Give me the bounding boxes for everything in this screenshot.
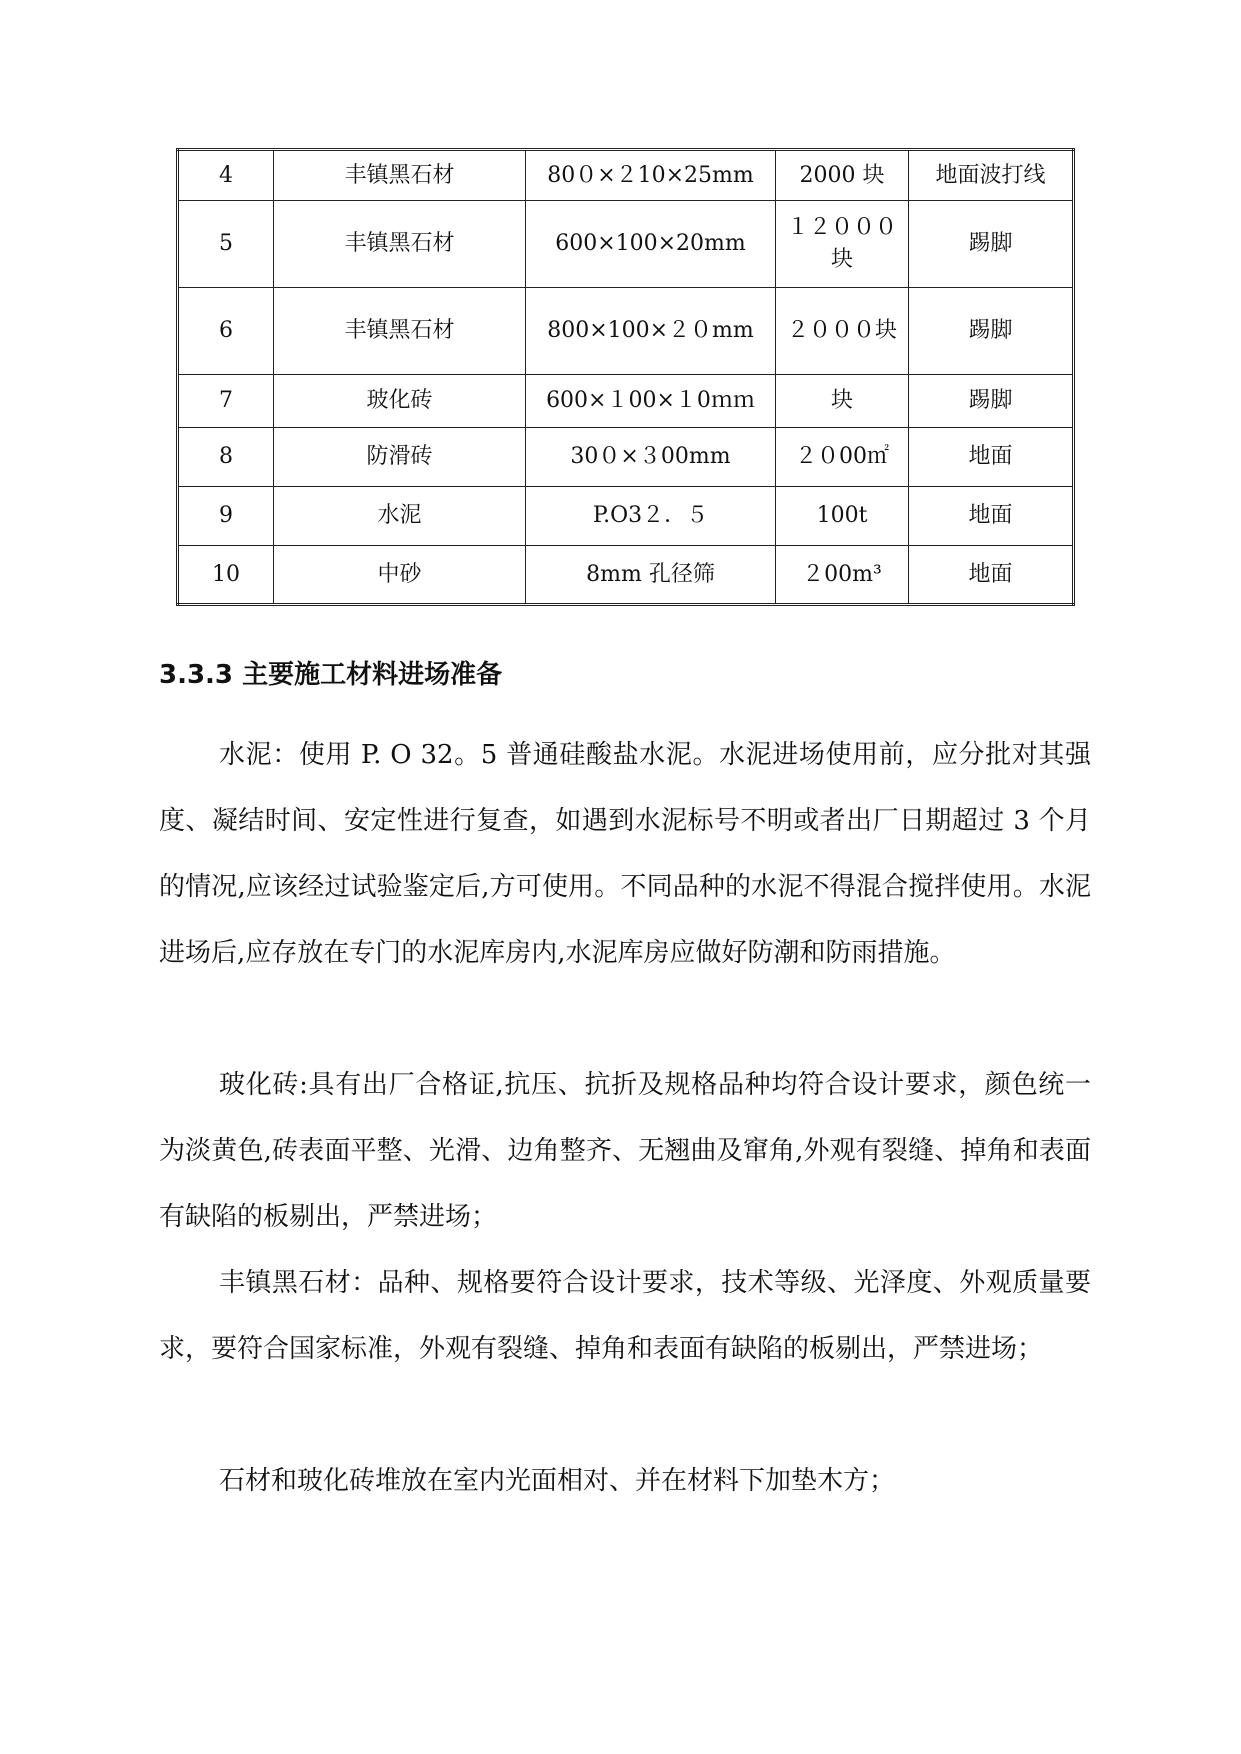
cell-name: 丰镇黑石材: [274, 201, 526, 288]
cell-no: 5: [178, 201, 274, 288]
table-row: [178, 375, 1074, 428]
cell-qty: ２00m³: [776, 546, 909, 605]
cell-spec: P.O3２．５: [526, 487, 776, 546]
cell-no: 4: [178, 150, 274, 201]
table-row: [178, 428, 1074, 487]
cell-name: 丰镇黑石材: [274, 150, 526, 201]
table-row: [178, 201, 1074, 288]
cell-no: 9: [178, 487, 274, 546]
cell-spec: 30０×３00mm: [526, 428, 776, 487]
cell-qty: ２０００块: [776, 288, 909, 375]
cell-name: 丰镇黑石材: [274, 288, 526, 375]
cell-name: 中砂: [274, 546, 526, 605]
cell-qty: ２０00㎡: [776, 428, 909, 487]
table-row: [178, 150, 1074, 201]
cell-no: 7: [178, 375, 274, 428]
cell-spec: 80０×２10×25mm: [526, 150, 776, 201]
cell-spec: 800×100×２０mm: [526, 288, 776, 375]
cell-use: 踢脚: [909, 288, 1074, 375]
cell-use: 踢脚: [909, 201, 1074, 288]
paragraph-cement: 水泥：使用 P. O 32。5 普通硅酸盐水泥。水泥进场使用前，应分批对其强度、凝结时间、安定性进行复查，如遇到水泥标号不明或者出厂日期超过 3 个月的情况,应该经过试验鉴定后,方可使用。不同品种的水泥不得混合搅拌使用。水泥进场后,应存放在专门的水泥库房内,水泥库房应做好防潮和防雨措施。: [159, 740, 1091, 968]
table-row: [178, 546, 1074, 605]
cell-no: 8: [178, 428, 274, 487]
cell-no: 10: [178, 546, 274, 605]
section-heading: 3.3.3 主要施工材料进场准备: [159, 660, 503, 690]
cell-use: 地面: [909, 487, 1074, 546]
cell-spec: 8mm 孔径筛: [526, 546, 776, 605]
cell-spec: 600×100×20mm: [526, 201, 776, 288]
cell-name: 玻化砖: [274, 375, 526, 428]
cell-qty: １２０００块: [776, 201, 909, 288]
cell-qty: 2000 块: [776, 150, 909, 201]
paragraph-black-stone: 丰镇黑石材：品种、规格要符合设计要求，技术等级、光泽度、外观质量要求，要符合国家标准，外观有裂缝、掉角和表面有缺陷的板剔出，严禁进场；: [159, 1268, 1091, 1364]
cell-use: 地面: [909, 546, 1074, 605]
cell-qty: 100t: [776, 487, 909, 546]
paragraph-storage: 石材和玻化砖堆放在室内光面相对、并在材料下加垫木方；: [219, 1466, 896, 1496]
cell-qty: 块: [776, 375, 909, 428]
paragraph-vitrified-tile: 玻化砖:具有出厂合格证,抗压、抗折及规格品种均符合设计要求，颜色统一为淡黄色,砖表面平整、光滑、边角整齐、无翘曲及窜角,外观有裂缝、掉角和表面有缺陷的板剔出，严禁进场；: [159, 1070, 1091, 1232]
materials-table: [176, 148, 1075, 606]
cell-name: 水泥: [274, 487, 526, 546]
cell-spec: 600×１00×１0ｍｍ: [526, 375, 776, 428]
cell-use: 地面: [909, 428, 1074, 487]
cell-name: 防滑砖: [274, 428, 526, 487]
cell-use: 踢脚: [909, 375, 1074, 428]
cell-no: 6: [178, 288, 274, 375]
cell-use: 地面波打线: [909, 150, 1074, 201]
table-row: [178, 288, 1074, 375]
table-row: [178, 487, 1074, 546]
